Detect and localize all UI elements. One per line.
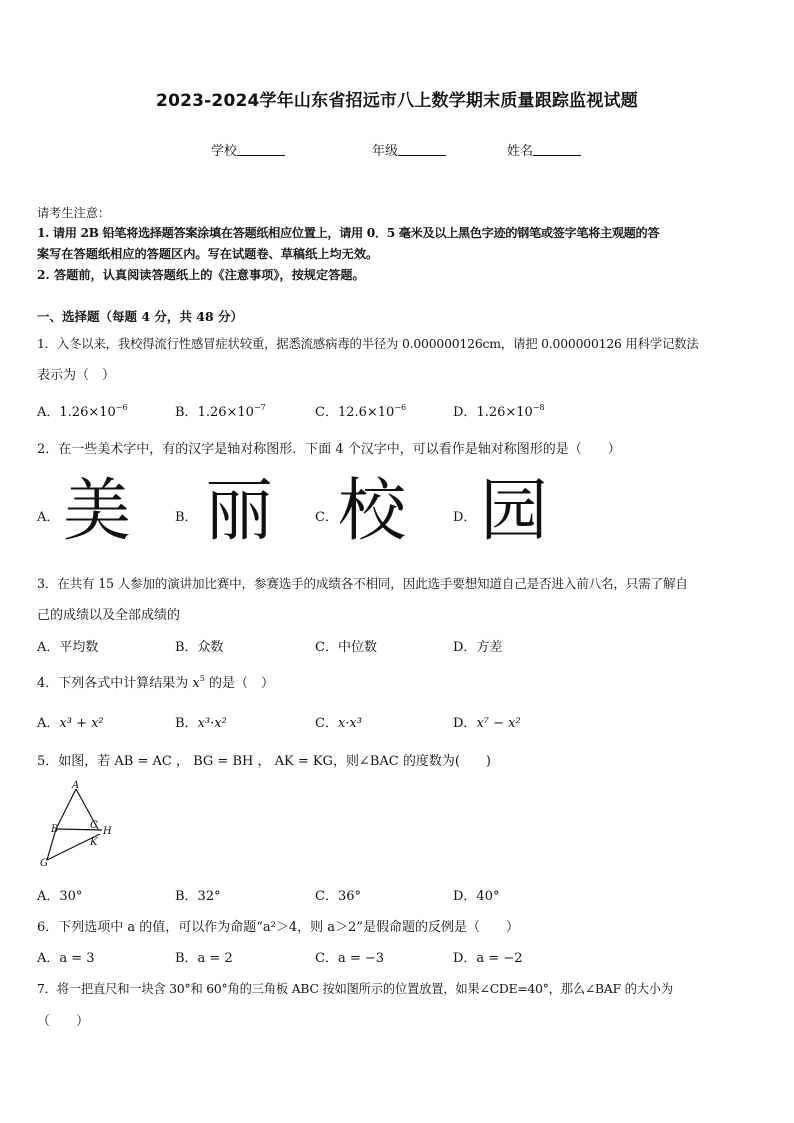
notes-line2: 2. 答题前，认真阅读答题纸上的《注意事项》，按规定答题。 (37, 268, 365, 282)
notes-line1a: 1. 请用 2B 铅笔将选择题答案涂填在答题纸相应位置上，请用 0．5 毫米及以上黑色字迹的钢笔或签字笔将主观题的答 (37, 226, 660, 240)
q1-option-a: A．$1.26\times 10^{-6}$ (37, 403, 128, 420)
q6-option-c: C．a = −3 (315, 951, 385, 966)
q5-label-k: K (90, 837, 98, 848)
q2-option-b-char: 丽 (205, 472, 274, 551)
grade-field (372, 140, 446, 159)
q1-line2: 表示为（ ） (37, 368, 116, 383)
q5-label-b: B (51, 824, 59, 835)
q7-line2: （ ） (37, 1014, 90, 1029)
name-blank (533, 142, 581, 156)
q5-label-h: H (103, 826, 112, 837)
q2-option-a-label: A． (37, 510, 60, 525)
q4-line1: 4．下列各式中计算结果为 $x^5$ 的是（ ） (37, 674, 274, 691)
q1-option-b: B．$1.26\times 10^{-7}$ (175, 403, 266, 420)
q2-option-c-label: C． (315, 510, 338, 525)
q3-line1: 3．在共有 15 人参加的演讲加比赛中，参赛选手的成绩各不相同，因此选手要想知道自己是否进入前八名，只需了解自 (37, 576, 688, 591)
q5-label-c: C (90, 820, 98, 831)
q6-line1: 6．下列选项中 a 的值，可以作为命题“a²＞4，则 a＞2”是假命题的反例是（ ） (37, 920, 519, 935)
q5-option-d: D．40° (453, 889, 500, 904)
q5-option-c: C．36° (315, 889, 361, 904)
q5-triangle-figure (38, 780, 118, 872)
grade-label: 年级 (372, 144, 399, 159)
school-label: 学校 (211, 144, 238, 159)
q2-option-a-char: 美 (63, 472, 132, 551)
q3-option-b: B．众数 (175, 640, 224, 655)
q2-option-c-char: 校 (338, 472, 407, 551)
q6-option-b: B．a = 2 (175, 951, 233, 966)
name-label: 姓名 (507, 144, 534, 159)
notes-heading: 请考生注意： (37, 206, 111, 220)
q5-line1: 5．如图，若 AB = AC ， BG = BH ， AK = KG，则∠BAC 的度数为( ) (37, 754, 492, 769)
q6-option-a: A．a = 3 (37, 951, 95, 966)
name-field (507, 140, 581, 159)
q4-option-d: D．x⁷ − x² (453, 716, 521, 731)
q1-line1: 1．入冬以来，我校得流行性感冒症状较重，据悉流感病毒的半径为 0.000000126cm，请把 0.000000126 用科学记数法 (37, 336, 699, 351)
q2-option-d-char: 园 (480, 472, 549, 551)
q5-label-a: A (72, 780, 80, 791)
q1-option-d: D．$1.26\times 10^{-8}$ (453, 403, 545, 420)
school-field (211, 140, 285, 159)
page-title: 2023-2024学年山东省招远市八上数学期末质量跟踪监视试题 (156, 91, 638, 111)
q4-option-c: C．x·x³ (315, 716, 362, 731)
q2-option-d-label: D． (453, 510, 477, 525)
notes-line1b: 案写在答题纸相应的答题区内。写在试题卷、草稿纸上均无效。 (37, 247, 379, 261)
q1-option-c: C．$12.6\times 10^{-6}$ (315, 403, 407, 420)
q3-line2: 己的成绩以及全部成绩的 (37, 608, 181, 623)
grade-blank (398, 142, 446, 156)
q5-option-b: B．32° (175, 889, 221, 904)
q5-option-a: A．30° (37, 889, 83, 904)
q3-option-c: C．中位数 (315, 640, 377, 655)
q3-option-d: D．方差 (453, 640, 503, 655)
q6-option-d: D．a = −2 (453, 951, 523, 966)
q3-option-a: A．平均数 (37, 640, 99, 655)
q5-label-g: G (40, 858, 48, 869)
q4-option-a: A．x³ + x² (37, 716, 104, 731)
school-blank (237, 142, 285, 156)
q4-option-b: B．x³·x² (175, 716, 227, 731)
q2-line1: 2．在一些美术字中，有的汉字是轴对称图形．下面 4 个汉字中，可以看作是轴对称图形的是（ ） (37, 442, 621, 457)
q7-line1: 7．将一把直尺和一块含 30°和 60°角的三角板 ABC 按如图所示的位置放置，如果∠CDE=40°，那么∠BAF 的大小为 (37, 982, 674, 996)
section-heading: 一、选择题（每题 4 分，共 48 分） (37, 309, 244, 324)
q2-option-b-label: B． (175, 510, 198, 525)
